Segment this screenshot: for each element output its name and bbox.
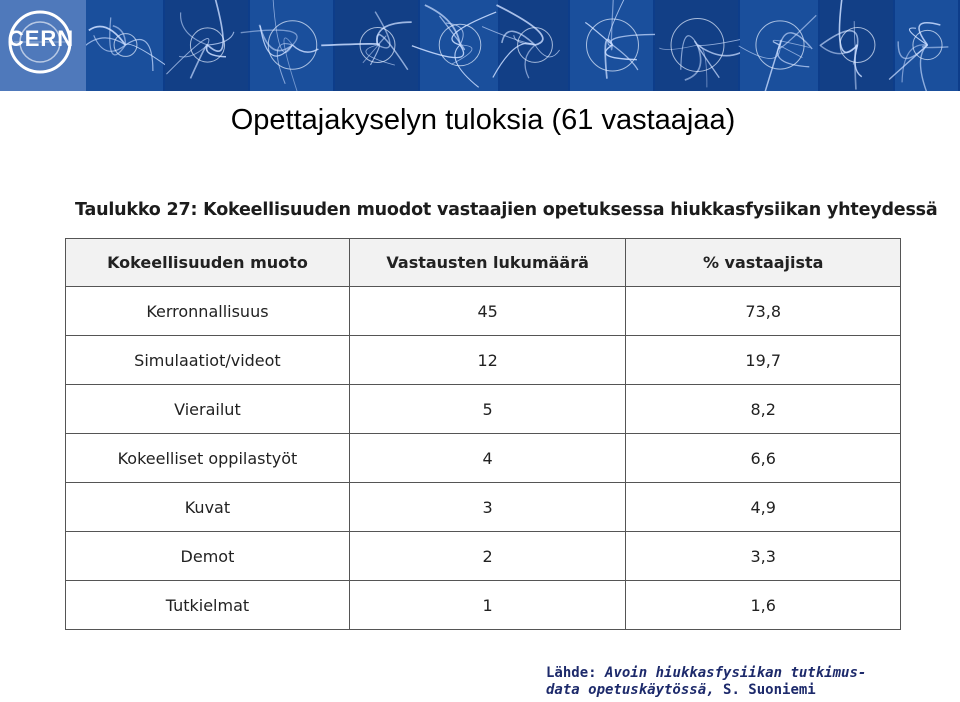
cell-percent: 8,2	[626, 385, 901, 434]
banner-panel	[739, 0, 818, 91]
banner-panel	[165, 0, 248, 91]
table-row	[66, 483, 901, 532]
source-line-1	[546, 665, 866, 682]
cell-response-count: 1	[349, 581, 626, 630]
cell-experiment-type: Simulaatiot/videot	[66, 336, 350, 385]
cern-logo-text: CERN	[7, 26, 75, 51]
source-citation	[546, 665, 866, 699]
banner-panel	[570, 0, 656, 91]
cell-percent: 19,7	[626, 336, 901, 385]
cell-experiment-type: Kerronnallisuus	[66, 287, 350, 336]
cell-response-count: 3	[349, 483, 626, 532]
source-title-part-2: data opetuskäytössä,	[546, 682, 715, 698]
banner-panel	[321, 0, 418, 91]
survey-table	[65, 238, 901, 630]
cell-response-count: 12	[349, 336, 626, 385]
source-author: S. Suoniemi	[723, 682, 816, 698]
banner-panel	[83, 0, 174, 91]
table-row	[66, 287, 901, 336]
source-line-2	[546, 682, 866, 699]
source-title-part-1: Avoin hiukkasfysiikan tutkimus-	[605, 665, 867, 681]
table-row	[66, 532, 901, 581]
source-label: Lähde:	[546, 665, 597, 681]
cell-percent: 3,3	[626, 532, 901, 581]
banner-panel	[889, 0, 958, 91]
column-header-experiment-type: Kokeellisuuden muoto	[66, 239, 350, 287]
table-row	[66, 581, 901, 630]
banner-panel	[412, 0, 498, 91]
cell-experiment-type: Demot	[66, 532, 350, 581]
banner-panel	[820, 0, 893, 91]
cell-experiment-type: Kokeelliset oppilastyöt	[66, 434, 350, 483]
banner-panel	[655, 0, 751, 91]
cell-experiment-type: Kuvat	[66, 483, 350, 532]
table-caption: Taulukko 27: Kokeellisuuden muodot vastaajien opetuksessa hiukkasfysiikan yhteydessä	[75, 200, 938, 220]
cell-response-count: 5	[349, 385, 626, 434]
particle-collision-images	[0, 0, 960, 91]
cern-logo	[0, 0, 86, 91]
cell-response-count: 45	[349, 287, 626, 336]
cell-response-count: 2	[349, 532, 626, 581]
cell-response-count: 4	[349, 434, 626, 483]
header-banner	[0, 0, 960, 91]
table-header-row	[66, 239, 901, 287]
column-header-percent: % vastaajista	[626, 239, 901, 287]
cell-percent: 6,6	[626, 434, 901, 483]
table-row	[66, 336, 901, 385]
table-row	[66, 385, 901, 434]
slide-title: Opettajakyselyn tuloksia (61 vastaajaa)	[230, 104, 736, 136]
cell-experiment-type: Vierailut	[66, 385, 350, 434]
cell-experiment-type: Tutkielmat	[66, 581, 350, 630]
cell-percent: 1,6	[626, 581, 901, 630]
table-row	[66, 434, 901, 483]
banner-panel	[241, 0, 333, 91]
cell-percent: 73,8	[626, 287, 901, 336]
column-header-response-count: Vastausten lukumäärä	[349, 239, 626, 287]
cell-percent: 4,9	[626, 483, 901, 532]
